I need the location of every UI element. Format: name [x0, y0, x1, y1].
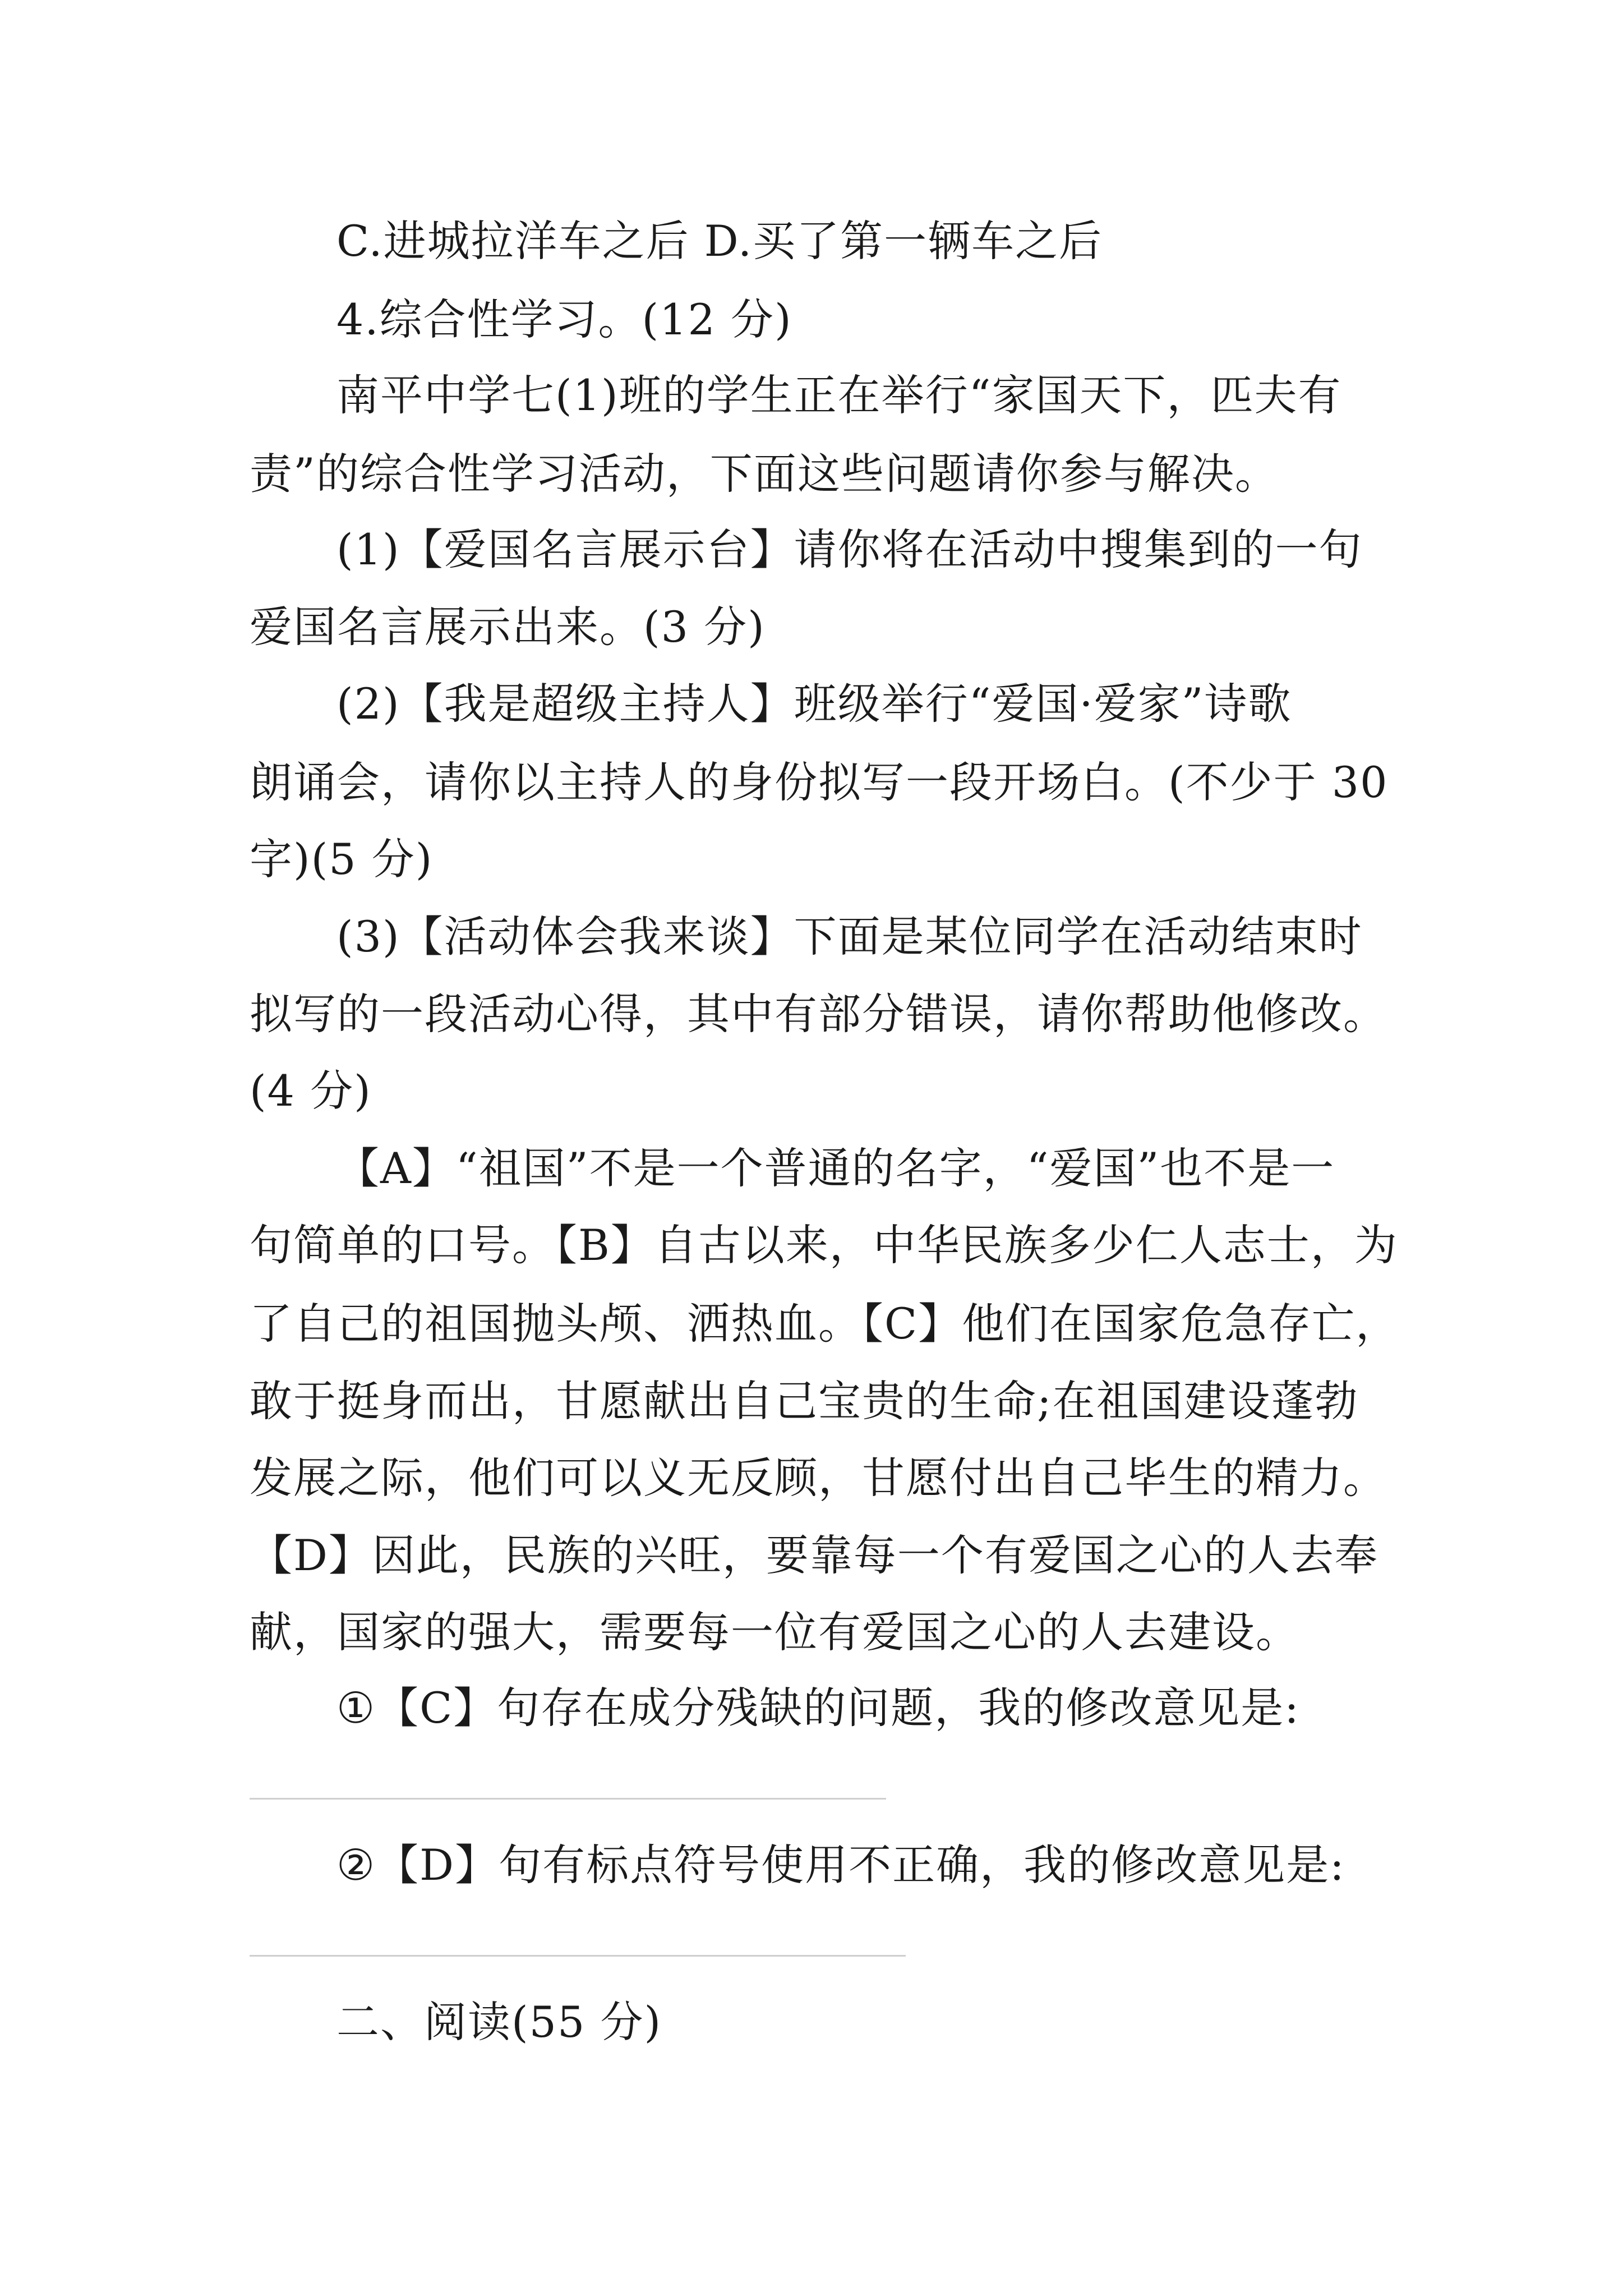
passage-line: 句简单的口号。【B】自古以来，中华民族多少仁人志士，为 — [250, 1220, 1398, 1270]
answer-prompt: ①【C】句存在成分残缺的问题，我的修改意见是: — [336, 1683, 1300, 1733]
passage-line: 发展之际，他们可以义无反顾，甘愿付出自己毕生的精力。 — [250, 1453, 1387, 1503]
answer-prompt: ②【D】句有标点符号使用不正确，我的修改意见是: — [336, 1840, 1345, 1890]
subquestion-line: (3)【活动体会我来谈】下面是某位同学在活动结束时 — [336, 912, 1363, 961]
subquestion-line: 字)(5 分) — [250, 834, 434, 884]
subquestion-line: 朗诵会，请你以主持人的身份拟写一段开场白。(不少于 30 — [250, 757, 1389, 807]
paragraph-line: 责”的综合性学习活动，下面这些问题请你参与解决。 — [250, 449, 1279, 499]
passage-line: 了自己的祖国抛头颅、洒热血。【C】他们在国家危急存亡， — [250, 1299, 1400, 1349]
subquestion-line: (2)【我是超级主持人】班级举行“爱国·爱家”诗歌 — [336, 679, 1292, 729]
subquestion-line: (4 分) — [250, 1066, 372, 1116]
passage-line: 献，国家的强大，需要每一位有爱国之心的人去建设。 — [250, 1607, 1299, 1657]
subquestion-line: (1)【爱国名言展示台】请你将在活动中搜集到的一句 — [336, 524, 1363, 574]
subquestion-line: 爱国名言展示出来。(3 分) — [250, 602, 766, 652]
answer-blank-line — [250, 1955, 906, 1957]
passage-line: 敢于挺身而出，甘愿献出自己宝贵的生命;在祖国建设蓬勃 — [250, 1376, 1359, 1426]
answer-blank-line — [250, 1798, 886, 1800]
subquestion-line: 拟写的一段活动心得，其中有部分错误，请你帮助他修改。 — [250, 989, 1387, 1039]
section-heading: 二、阅读(55 分) — [336, 1997, 662, 2047]
question-heading: 4.综合性学习。(12 分) — [336, 295, 792, 344]
passage-line: 【D】因此，民族的兴旺，要靠每一个有爱国之心的人去奉 — [250, 1530, 1378, 1580]
option-line: C.进城拉洋车之后 D.买了第一辆车之后 — [336, 216, 1103, 266]
paragraph-line: 南平中学七(1)班的学生正在举行“家国天下，匹夫有 — [336, 370, 1342, 420]
passage-line: 【A】“祖国”不是一个普通的名字，“爱国”也不是一 — [336, 1143, 1335, 1193]
